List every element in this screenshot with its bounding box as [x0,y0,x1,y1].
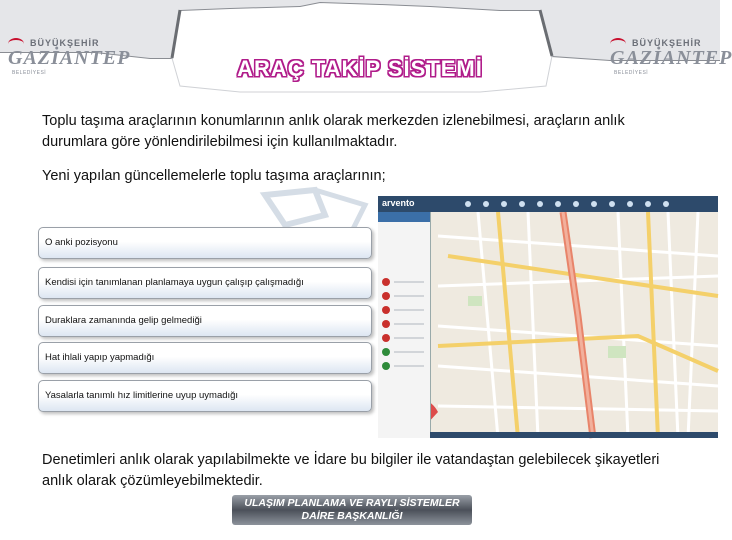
lead-paragraph: Yeni yapılan güncellemelerle toplu taşıma araçlarının; [42,168,386,184]
closing-paragraph: Denetimleri anlık olarak yapılabilmekte ve İdare bu bilgiler ile vatandaştan gelebilecek şikayetleri anlık olarak çözümleyebilmektedir. [42,452,660,489]
list-item [38,267,372,299]
list-item-label: Duraklara zamanında gelip gelmediği [45,315,202,326]
list-item [38,342,372,374]
list-item-label: O anki pozisyonu [45,237,118,248]
logo-line1: BÜYÜKŞEHİR [632,38,702,48]
map-toolbar [378,196,718,212]
map-statusbar [430,432,718,438]
vehicle-list-panel [378,212,431,438]
vehicle-list-rows [378,212,430,438]
logo-line3: BELEDİYESİ [614,70,649,76]
banner-line2: DAİRE BAŞKANLIĞI [301,510,403,522]
page-title: ARAÇ TAKİP SİSTEMİ [237,56,483,81]
list-item [38,227,372,259]
logo-line2: GAZİANTEP [610,47,732,69]
intro-paragraph: Toplu taşıma araçlarının konumlarının anlık olarak merkezden izlenebilmesi, araçların anlık durumlara göre yönlendirilebilmesi için kullanılmaktadır. [42,113,625,150]
logo-line1: BÜYÜKŞEHİR [30,38,100,48]
list-item [38,380,372,412]
list-item-label: Hat ihlali yapıp yapmadığı [45,352,155,363]
department-banner [232,495,472,525]
logo-line2: GAZİANTEP [8,47,131,69]
toolbar-icons [458,196,708,212]
map-brand: arvento [382,198,415,208]
logo-line3: BELEDİYESİ [12,70,47,76]
vehicle-tracking-map [378,196,718,438]
list-item-label: Kendisi için tanımlanan planlamaya uygun çalışıp çalışmadığı [45,277,304,288]
banner-line1: ULAŞIM PLANLAMA VE RAYLI SİSTEMLER [244,497,460,509]
list-item-label: Yasalarla tanımlı hız limitlerine uyup uymadığı [45,390,239,401]
list-item [38,305,372,337]
